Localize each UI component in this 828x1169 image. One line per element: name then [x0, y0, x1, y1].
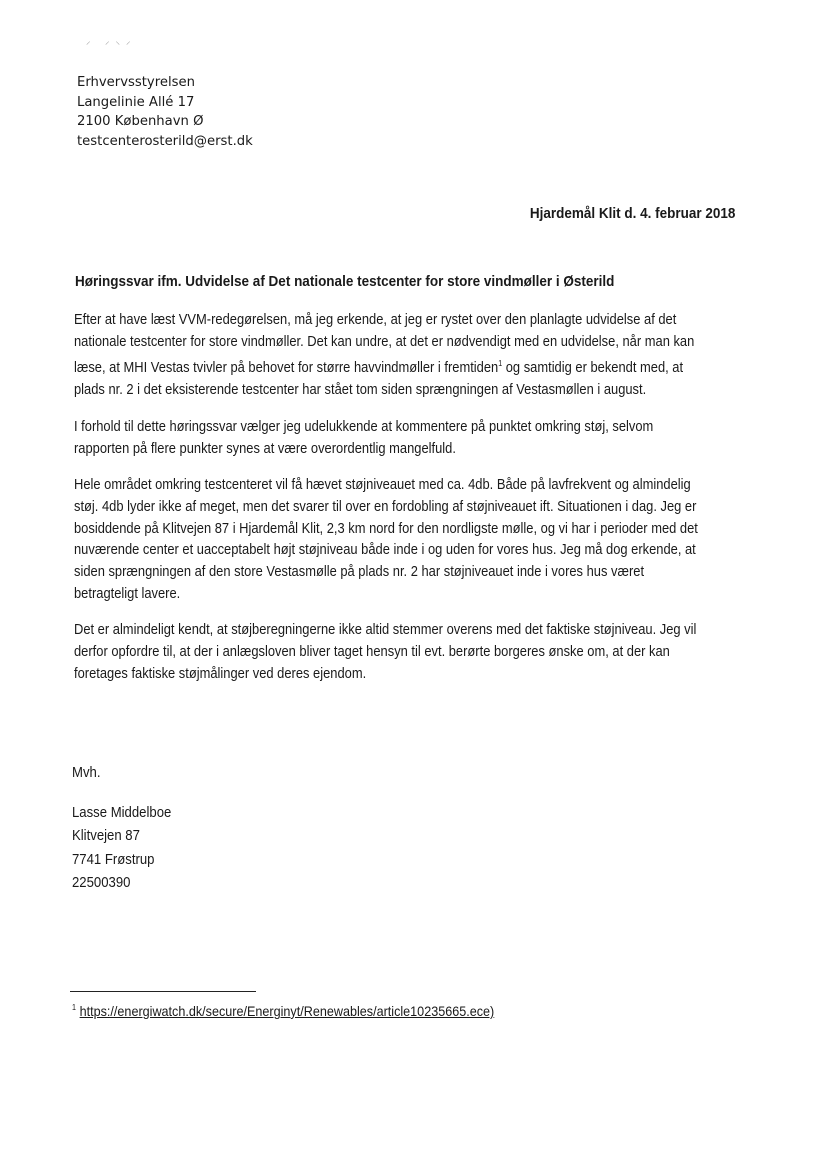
scan-artifact: ⸝ ⸝⸜⸝ [86, 36, 137, 46]
sender-street: Klitvejen 87 [72, 828, 140, 845]
closing-salutation: Mvh. [72, 765, 101, 781]
footnote-marker: 1 [72, 1003, 77, 1012]
paragraph-line: bosiddende på Klitvejen 87 i Hjardemål Klit, 2,3 km nord for den nordligste mølle, og vi har i perioder med det [74, 520, 698, 537]
footnote-divider [70, 991, 256, 992]
paragraph-2 [74, 417, 764, 460]
paragraph-line: rapporten på flere punkter synes at være overordentlig mangelfuld. [74, 440, 456, 457]
recipient-address [77, 73, 253, 151]
letter-body [74, 310, 764, 701]
paragraph-1 [74, 310, 764, 402]
paragraph-line: nationale testcenter for store vindmøller. Det kan undre, at det er nødvendigt med en udvidelse, når man kan [74, 333, 695, 350]
paragraph-line: derfor opfordre til, at der i anlægsloven bliver taget hensyn til evt. berørte borgeres ønske om, at der kan [74, 644, 670, 661]
paragraph-3 [74, 475, 764, 605]
paragraph-line: Hele området omkring testcenteret vil få hævet støjniveauet med ca. 4db. Både på lavfrekvent og almindelig [74, 477, 691, 494]
footnote-reference: 1 [498, 359, 503, 369]
paragraph-line-text: læse, at MHI Vestas tvivler på behovet for større havvindmøller i fremtiden [74, 360, 499, 377]
paragraph-4 [74, 620, 764, 685]
paragraph-line: nuværende center et uacceptabelt højt støjniveau både inde i og uden for vores hus. Jeg må dog erkende, at [74, 542, 696, 559]
paragraph-line: I forhold til dette høringssvar vælger jeg udelukkende at kommentere på punktet omkring støj, selvom [74, 418, 654, 435]
paragraph-line: foretages faktiske støjmålinger ved deres ejendom. [74, 665, 367, 682]
recipient-street: Langelinie Allé 17 [77, 94, 195, 110]
sender-city: 7741 Frøstrup [72, 851, 155, 868]
signature-block [72, 802, 182, 896]
paragraph-line: støj. 4db lyder ikke af meget, men det svarer til over en fordobling af støjniveauet ift. Situationen i dag. Jeg er [74, 498, 697, 515]
paragraph-line-text-continued: og samtidig er bekendt med, at [502, 360, 684, 377]
footnote-link[interactable]: https://energiwatch.dk/secure/Energinyt/Renewables/article10235665.ece) [79, 1003, 495, 1019]
recipient-name: Erhvervsstyrelsen [77, 75, 195, 90]
recipient-email: testcenterosterild@erst.dk [77, 133, 253, 149]
paragraph-line: Efter at have læst VVM-redegørelsen, må jeg erkende, at jeg er rystet over den planlagte udvidelse af det [74, 312, 677, 328]
paragraph-line: betragteligt lavere. [74, 585, 181, 602]
sender-phone: 22500390 [72, 875, 131, 892]
paragraph-line: Det er almindeligt kendt, at støjberegningerne ikke altid stemmer overens med det faktiske støjniveau. Jeg vil [74, 622, 697, 639]
footnote [72, 1003, 494, 1019]
paragraph-line: plads nr. 2 i det eksisterende testcenter har stået tom siden sprængningen af Vestasmøllen i august. [74, 382, 647, 399]
paragraph-line [74, 353, 685, 380]
recipient-city: 2100 København Ø [77, 114, 204, 130]
sender-name: Lasse Middelboe [72, 805, 172, 821]
paragraph-line: siden sprængningen af den store Vestasmølle på plads nr. 2 har støjniveauet inde i vores hus været [74, 564, 645, 581]
subject-heading: Høringssvar ifm. Udvidelse af Det nationale testcenter for store vindmøller i Østerild [75, 273, 615, 290]
date-line: Hjardemål Klit d. 4. februar 2018 [529, 205, 735, 222]
